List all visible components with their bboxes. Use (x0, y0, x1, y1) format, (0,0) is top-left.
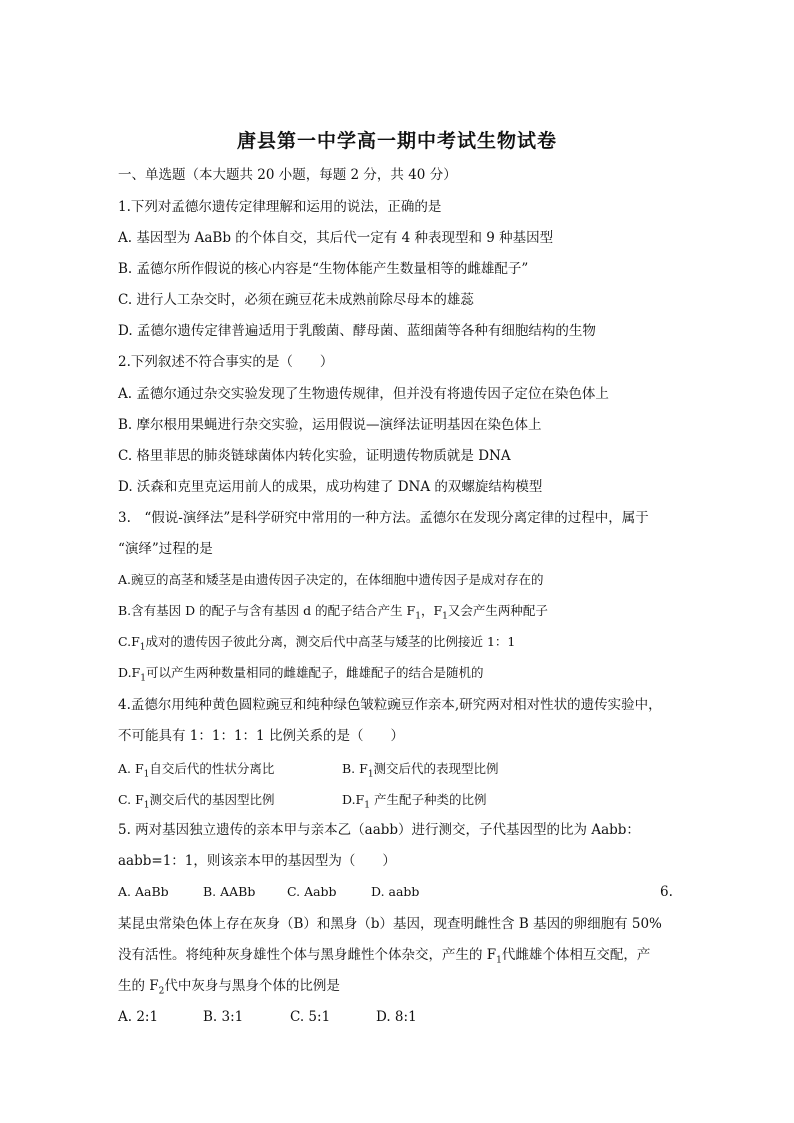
q6-stem-line1: 某昆虫常染色体上存在灰身（B）和黑身（b）基因，现查明雌性含 B 基因的卵细胞有 50% (118, 916, 662, 932)
q5-option-d: D. aabb (371, 884, 420, 899)
q3-option-a: A.豌豆的高茎和矮茎是由遗传因子决定的，在体细胞中遗传因子是成对存在的 (118, 572, 544, 587)
q6-option-a: A. 2:1 (118, 1009, 159, 1025)
q1-option-a: A. 基因型为 AaBb 的个体自交，其后代一定有 4 种表现型和 9 种基因型 (118, 230, 554, 246)
section-heading: 一、单选题（本大题共 20 小题，每题 2 分，共 40 分） (118, 167, 457, 183)
q4-option-d: $D.F_1$ 产生配子种类的比例 (342, 792, 487, 811)
q3-option-c: $C.F_1$成对的遗传因子彼此分离，测交后代中高茎与矮茎的比例接近 1：1 (118, 634, 516, 653)
q3-stem-line1: 3. “假说-演绎法”是科学研究中常用的一种方法。孟德尔在发现分离定律的过程中，属于 (118, 510, 649, 526)
q4-stem-line1: 4.孟德尔用纯种黄色圆粒豌豆和纯种绿色皱粒豌豆作亲本,研究两对相对性状的遗传实验中， (118, 697, 662, 713)
q6-option-b: B. 3:1 (203, 1009, 244, 1025)
q1-option-b: B. 孟德尔所作假说的核心内容是“生物体能产生数量相等的雌雄配子” (118, 261, 529, 277)
q2-option-b: B. 摩尔根用果蝇进行杂交实验，运用假说—演绎法证明基因在染色体上 (118, 417, 542, 433)
q5-option-b: B. AABb (203, 884, 256, 899)
q5-option-a: A. AaBb (118, 884, 169, 899)
q4-option-c: C. $F_1$测交后代的基因型比例 (118, 792, 275, 811)
q3-option-d: $D.F_1$可以产生两种数量相同的雌雄配子，雌雄配子的结合是随机的 (118, 665, 484, 684)
q3-option-b: B.含有基因 D 的配子与含有基因 d 的配子结合产生 $F_1$，$F_1$又会产生两种配子 (118, 603, 548, 622)
q4-stem-line2: 不可能具有 1：1：1：1 比例关系的是（ ） (118, 728, 404, 744)
q5-stem-line2: aabb=1：1，则该亲本甲的基因型为（ ） (118, 853, 396, 869)
q1-option-d: D. 孟德尔遗传定律普遍适用于乳酸菌、酵母菌、蓝细菌等各种有细胞结构的生物 (118, 323, 596, 339)
q2-option-d: D. 沃森和克里克运用前人的成果，成功构建了 DNA 的双螺旋结构模型 (118, 479, 543, 495)
q1-option-c: C. 进行人工杂交时，必须在豌豆花未成熟前除尽母本的雄蕊 (118, 292, 474, 308)
q1-stem: 1.下列对孟德尔遗传定律理解和运用的说法，正确的是 (118, 199, 442, 215)
q2-option-a: A. 孟德尔通过杂交实验发现了生物遗传规律，但并没有将遗传因子定位在染色体上 (118, 386, 609, 402)
q6-option-c: C. 5:1 (290, 1009, 331, 1025)
q3-stem-line2: “演绎”过程的是 (118, 541, 213, 557)
page-title: 唐县第一中学高一期中考试生物试卷 (236, 130, 557, 152)
q6-number: 6. (660, 884, 673, 900)
q4-option-a: A. $F_1$自交后代的性状分离比 (118, 761, 275, 780)
q5-stem-line1: 5. 两对基因独立遗传的亲本甲与亲本乙（aabb）进行测交，子代基因型的比为 Aabb： (118, 822, 640, 838)
q2-option-c: C. 格里菲思的肺炎链球菌体内转化实验，证明遗传物质就是 DNA (118, 448, 511, 464)
q6-option-d: D. 8:1 (376, 1009, 417, 1025)
q2-stem: 2.下列叙述不符合事实的是（ ） (118, 354, 334, 370)
q6-stem-line2: 没有活性。将纯种灰身雄性个体与黑身雌性个体杂交，产生的 $F_1$代雌雄个体相互交配，产 (118, 947, 651, 966)
q4-option-b: B. $F_1$测交后代的表现型比例 (342, 761, 499, 780)
q5-option-c: C. Aabb (287, 884, 337, 899)
q6-stem-line3: 生的 $F_2$代中灰身与黑身个体的比例是 (118, 978, 340, 997)
